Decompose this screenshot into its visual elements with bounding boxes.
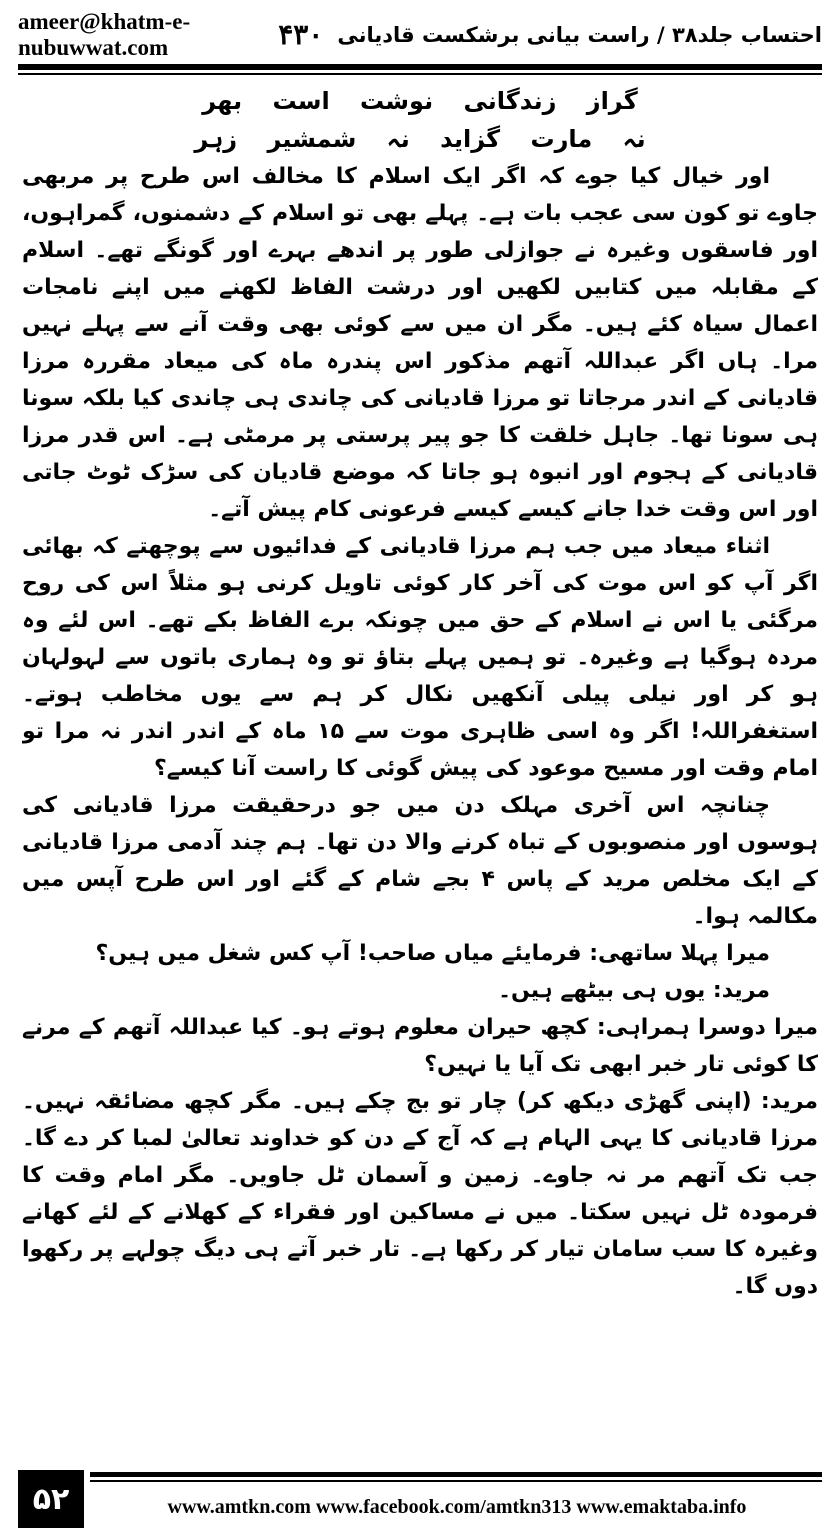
dialogue-text: یوں ہی بیٹھے ہیں۔ xyxy=(498,978,713,1003)
dialogue-line-1 xyxy=(22,935,818,972)
paragraph-3: چنانچہ اس آخری مہلک دن میں جو درحقیقت مرزا قادیانی کی ہوسوں اور منصوبوں کے تباہ کرنے والا دن تھا۔ ہم چند آدمی مرزا قادیانی کے ایک مخلص مرید کے پاس ۴ بجے شام کے گئے اور اس طرح آپس میں مکالمہ ہوا۔ xyxy=(22,793,818,929)
dialogue-line-2 xyxy=(22,972,818,1009)
page-header xyxy=(18,9,822,60)
dialogue-text: (اپنی گھڑی دیکھ کر) چار تو بج چکے ہیں۔ مگر کچھ مضائقہ نہیں۔ مرزا قادیانی کا یہی الہام ہے کہ آج کے دن کو خداوند تعالیٰ لمبا کر دے گا۔ جب تک آتھم مر نہ جاوے۔ زمین و آسمان ٹل جاویں۔ مگر امام وقت کا فرمودہ ٹل نہیں سکتا۔ میں نے مساکین اور فقراء کے کھلانے کے لئے کھانے وغیرہ کا سب سامان تیار کر رکھا ہے۔ تار خبر آتے ہی دیگ چولہے پر رکھوا دوں گا۔ xyxy=(22,1089,818,1299)
dialogue-line-4 xyxy=(22,1083,818,1305)
footer-urls[interactable]: www.amtkn.com www.facebook.com/amtkn313 www.emaktaba.info xyxy=(167,1496,747,1518)
dialogue-text: کچھ حیران معلوم ہوتے ہو۔ کیا عبداللہ آتھم کے مرنے کا کوئی تار خبر ابھی تک آیا یا نہیں؟ xyxy=(22,1015,818,1077)
header-title: احتساب جلد۳۸ / راست بیانی برشکست قادیانی xyxy=(337,23,822,47)
footer-page-number: ۵۲ xyxy=(18,1470,84,1528)
footer-rule-thick xyxy=(90,1472,822,1477)
verse-line-2: نہ مارت گزاید نہ شمشیر زہر xyxy=(194,125,646,153)
page-footer xyxy=(18,1470,822,1530)
header-email[interactable]: ameer@khatm-e-nubuwwat.com xyxy=(18,9,191,60)
dialogue-line-3 xyxy=(22,1009,818,1083)
dialogue-speaker: میرا دوسرا ہمراہی: xyxy=(596,1015,818,1040)
dialogue-speaker: میرا پہلا ساتھی: xyxy=(589,941,770,966)
header-rule-thick xyxy=(18,64,822,70)
footer-rule-thin xyxy=(90,1480,822,1482)
dialogue-speaker: مرید: xyxy=(712,978,770,1003)
verse-line-1: گراز زندگانی نوشت است بهر xyxy=(202,87,638,115)
paragraph-2: اثناء میعاد میں جب ہم مرزا قادیانی کے فدائیوں سے پوچھتے کہ بھائی اگر آپ کو اس موت کی آخر کار کوئی تاویل کرنی ہو مثلاً اس کی روح مرگئی یا اس نے اسلام کے حق میں چونکہ برے الفاظ بکے تھے۔ اس لئے وہ مردہ ہوگیا ہے وغیرہ۔ تو ہمیں پہلے بتاؤ تو وہ ہماری باتوں سے لہولہان ہو کر اور نیلی پیلی آنکھیں نکال کر ہم سے یوں مخاطب ہوتے۔ استغفراللہ! اگر وہ اسی ظاہری موت سے ۱۵ ماہ کے اندر اندر نہ مرا تو امام وقت اور مسیح موعود کی پیش گوئی کا راست آنا کیسے؟ xyxy=(22,534,818,781)
header-page-number: ۴۳۰ xyxy=(278,20,324,51)
page-body xyxy=(22,82,818,1457)
dialogue-speaker: مرید: xyxy=(760,1089,818,1114)
dialogue-text: فرمایئے میاں صاحب! آپ کس شغل میں ہیں؟ xyxy=(95,941,590,966)
paragraph-1: اور خیال کیا جوے کہ اگر ایک اسلام کا مخالف اس طرح پر مربھی جاوے تو کون سی عجب بات ہے۔ پہلے بھی تو اسلام کے دشمنوں، گمراہوں، اور فاسقوں وغیرہ نے جوازلی طور پر اندھے بہرے اور گونگے تھے۔ اسلام کے مقابلہ میں کتابیں لکھیں اور درشت الفاظ لکھنے میں اپنے نامجات اعمال سیاہ کئے ہیں۔ مگر ان میں سے کوئی بھی وقت آنے سے پہلے نہیں مرا۔ ہاں اگر عبداللہ آتھم مذکور اس پندرہ ماہ کی میعاد مقررہ مرزا قادیانی کے اندر مرجاتا تو مرزا قادیانی کی چاندی ہی چاندی کیا بلکہ سونا ہی سونا تھا۔ جاہل خلقت کا جو پیر پرستی پر مرمٹی ہے۔ اس قدر مرزا قادیانی کے ہجوم اور انبوہ ہو جاتا کہ موضع قادیان کی سڑک ٹوٹ جاتی اور اس وقت خدا جانے کیسے کیسے فرعونی کام پیش آتے۔ xyxy=(22,164,818,522)
header-rule-thin xyxy=(18,73,822,75)
header-title-block xyxy=(278,18,822,52)
